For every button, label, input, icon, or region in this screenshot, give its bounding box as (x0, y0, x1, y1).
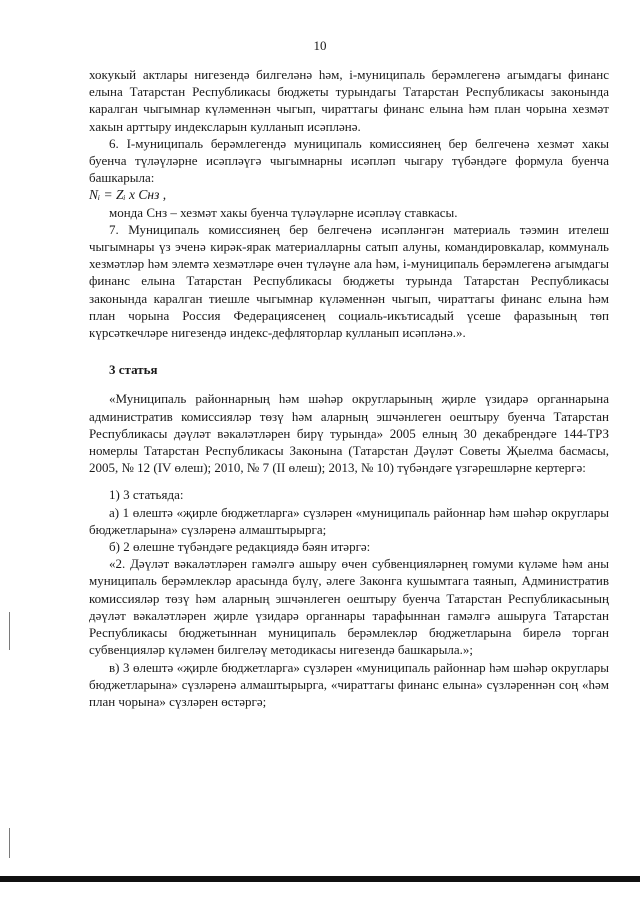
scan-edge-mark (9, 612, 10, 650)
scan-edge-mark (9, 828, 10, 858)
article-heading: 3 статья (109, 362, 158, 378)
paragraph-item-6: 6. І-муниципаль берәмлегендә муниципаль комиссиянең бер белгеченә хезмәт хакы буенча түләүләрне исәпләүгә чыгымнарны исәпләп чыгару түбәндәге формула буенча башкарыла: (89, 135, 609, 186)
formula: Nᵢ = Zᵢ х Снз , (89, 187, 167, 203)
list-item-v: в) 3 өлештә «җирле бюджетларга» сүзләрен «муниципаль районнар һәм шәһәр округлары бюджетларына» сүзләренә алмаштырырга, «чираттагы финанс елына» сүзләреннән соң «һәм план чорына» сүзләрен өстәргә; (89, 659, 609, 709)
paragraph-article-intro: «Муниципаль районнарның һәм шәһәр округларының җирле үзидарә органнарына административ комиссияләр төзү һәм аларның эшчәнлеген оештыру буенча Татарстан Республикасы дәүләт вәкаләтләрен бирү турында» 2005 елның 30 декабрендәге 144-ТРЗ номерлы Татарстан Республикасы Законына (Татарстан Дәүләт Советы Җыелма басмасы, 2005, № 12 (IV өлеш); 2010, № 7 (II өлеш); 2013, № 10) түбәндәге үзгәрешләрне кертергә: (89, 391, 609, 476)
quoted-paragraph: «2. Дәүләт вәкаләтләрен гамәлгә ашыру өчен субвенцияләрнең гомуми күләме һәм аны муниципаль берәмлекләр арасында бүлү, әлеге Законга кушымтага таянып, Административ комиссияләр төзү һәм аларның эшчәнлеген оештыру буенча Татарстан Республикасының дәүләт вәкаләтләрен җирле үзидарә органнары тарафыннан гамәлгә ашыруга Татарстан Республикасы бюджетыннан муниципаль берәмлекләр бюджетларына бирелә торган субвенцияләр күләмен билгеләү методикасы нигезендә башкарыла.»; (89, 556, 609, 658)
document-body (89, 66, 609, 710)
page-number: 10 (313, 38, 327, 53)
paragraph-where: монда Снз – хезмәт хакы буенча түләүләрне исәпләү ставкасы. (109, 204, 458, 220)
paragraph-continuation: хокукый актлары нигезендә билгеләнә һәм, і-муниципаль берәмлегенә агымдагы финанс елына Татарстан Республикасы бюджеты турындагы Татарстан Республикасы законында каралган чыгымнар күләменнән чыгып, чираттагы финанс елына һәм план чорына хезмәт хакын арттыру индексларын кулланып исәпләнә. (89, 67, 609, 134)
list-item-b: б) 2 өлешне түбәндәге редакциядә бәян итәргә: (109, 539, 371, 555)
paragraph-item-7: 7. Муниципаль комиссиянең бер белгеченә исәпләнгән материаль тәэмин ителеш чыгымнары үз эченә кирәк-ярак материалларны сатып алуны, командировкалар, коммуналь хезмәтләр һәм элемтә хезмәтләре өчен түләүне ала һәм, і-муниципаль берәмлегенә агымдагы финанс елына Татарстан Республикасы бюджеты турында Татарстан Республикасы законында каралган тиешле чыгымнар күләменнән чыгып, чираттагы финанс елына һәм план чорына Россия Федерациясенең социаль-икътисадый үсеше фаразының төп күрсәткечләре нигезендә индекс-дефляторлар кулланып исәпләнә.». (89, 221, 609, 341)
list-item-1: 1) 3 статьяда: (109, 487, 184, 503)
scan-bottom-border (0, 876, 640, 882)
list-item-a: а) 1 өлештә «җирле бюджетларга» сүзләрен «муниципаль районнар һәм шәһәр округлары бюджетларына» сүзләренә алмаштырырга; (89, 504, 609, 537)
